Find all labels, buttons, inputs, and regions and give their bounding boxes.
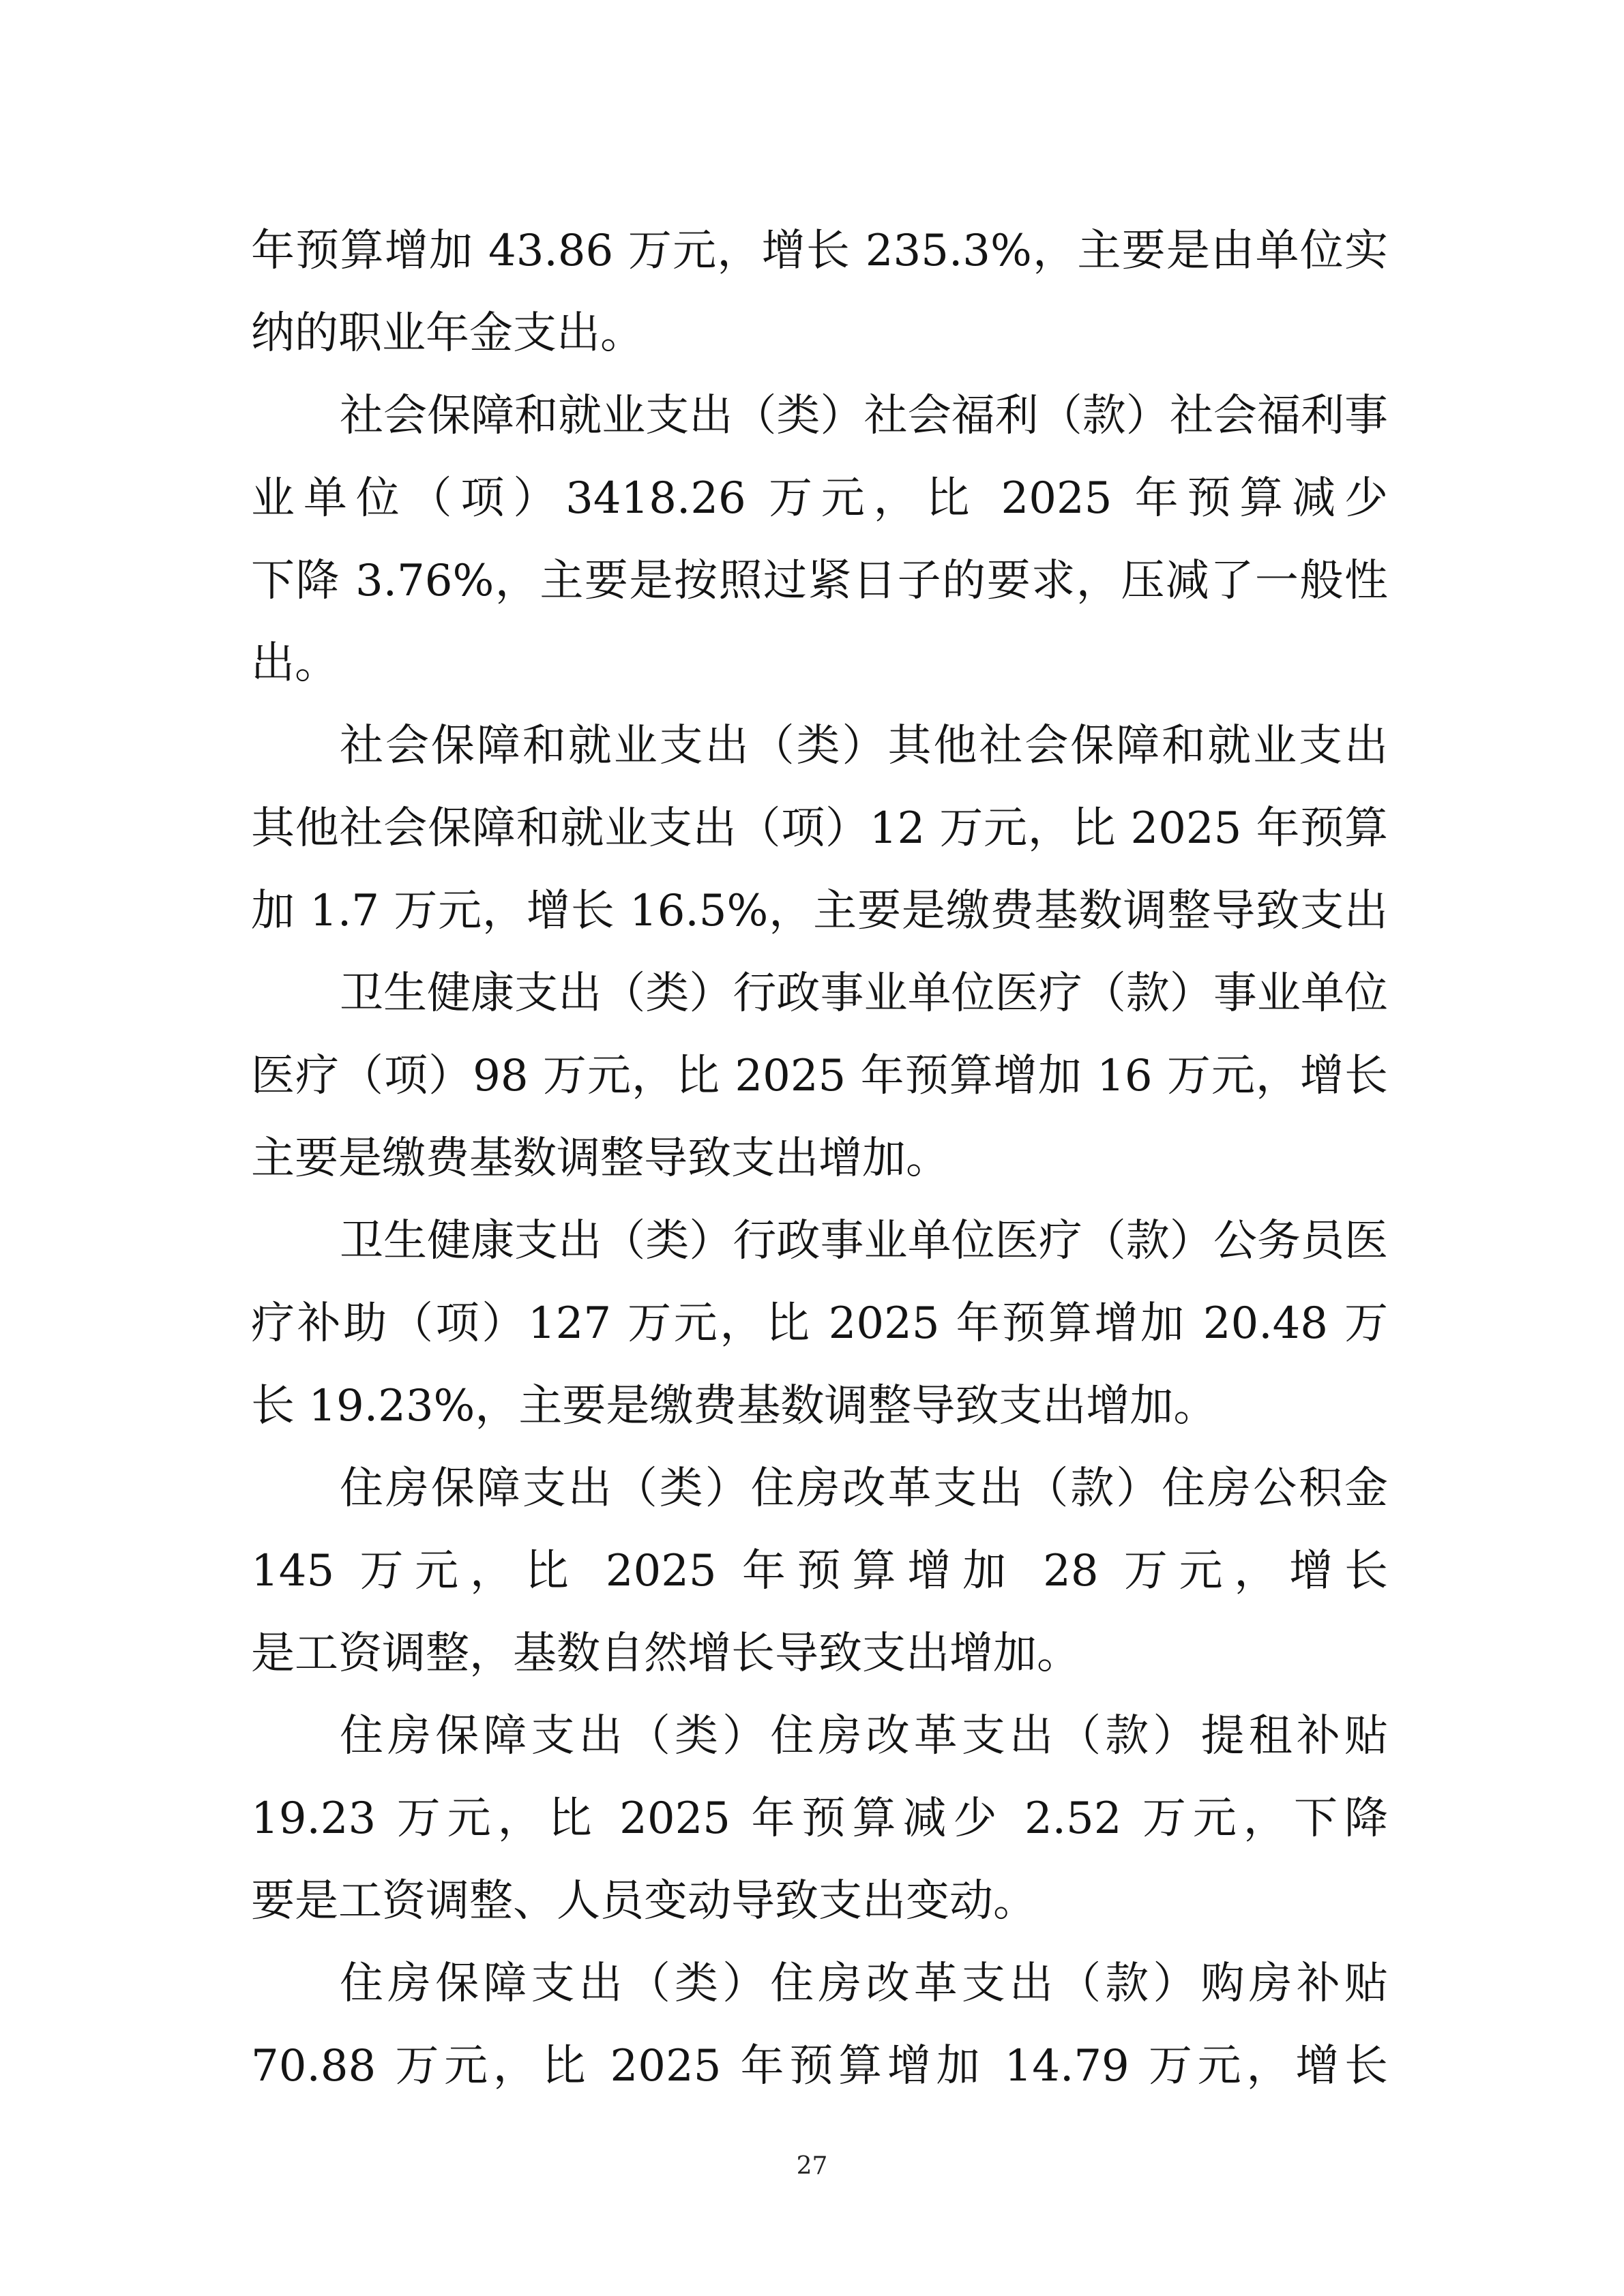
text-line: 加 1.7 万元，增长 16.5%，主要是缴费基数调整导致支出 [251,886,1388,936]
paragraph-housing-fund [251,1448,1388,1695]
text-line: 其他社会保障和就业支出（项）12 万元，比 2025 年预算 [251,803,1388,854]
text-line: 医疗（项）98 万元，比 2025 年预算增加 16 万元，增长 [251,1051,1388,1101]
paragraph-social-welfare [251,375,1388,705]
text-line: 下降 3.76%，主要是按照过紧日子的要求，压减了一般性 [251,556,1388,606]
paragraph-institution-medical [251,953,1388,1200]
paragraph-continuation [251,210,1388,375]
text-line: 要是工资调整、人员变动导致支出变动。 [251,1876,1037,1926]
text-line: 主要是缴费基数调整导致支出增加。 [251,1133,949,1184]
paragraph-housing-purchase-subsidy [251,1943,1388,2108]
text-line: 卫生健康支出（类）行政事业单位医疗（款）公务员医 [340,1216,1388,1266]
page-number: 27 [796,2152,828,2180]
text-line: 70.88 万元，比 2025 年预算增加 14.79 万元，增长 [251,2041,1388,2091]
text-line: 19.23 万元，比 2025 年预算减少 2.52 万元，下降 [251,1793,1388,1844]
text-line: 卫生健康支出（类）行政事业单位医疗（款）事业单位 [340,968,1388,1019]
paragraph-rent-subsidy [251,1695,1388,1943]
text-line: 145 万元，比 2025 年预算增加 28 万元，增长 [251,1546,1388,1596]
text-line: 业单位（项）3418.26 万元，比 2025 年预算减少 [251,473,1388,524]
paragraph-other-social-security [251,705,1388,953]
text-line: 住房保障支出（类）住房改革支出（款）住房公积金 [340,1463,1388,1514]
text-line: 住房保障支出（类）住房改革支出（款）购房补贴 [340,1958,1388,2009]
text-line: 纳的职业年金支出。 [251,308,644,359]
text-line: 社会保障和就业支出（类）社会福利（款）社会福利事 [340,391,1388,441]
text-line: 长 19.23%，主要是缴费基数调整导致支出增加。 [251,1381,1217,1431]
text-line: 住房保障支出（类）住房改革支出（款）提租补贴 [340,1711,1388,1761]
text-line: 社会保障和就业支出（类）其他社会保障和就业支出 [340,721,1388,771]
body-text [251,210,1388,2108]
text-line: 是工资调整，基数自然增长导致支出增加。 [251,1628,1080,1679]
paragraph-civil-servant-medical [251,1200,1388,1448]
text-line: 出。 [251,638,338,689]
text-line: 年预算增加 43.86 万元，增长 235.3%，主要是由单位实 [251,226,1388,276]
text-line: 疗补助（项）127 万元，比 2025 年预算增加 20.48 万 [251,1298,1388,1349]
